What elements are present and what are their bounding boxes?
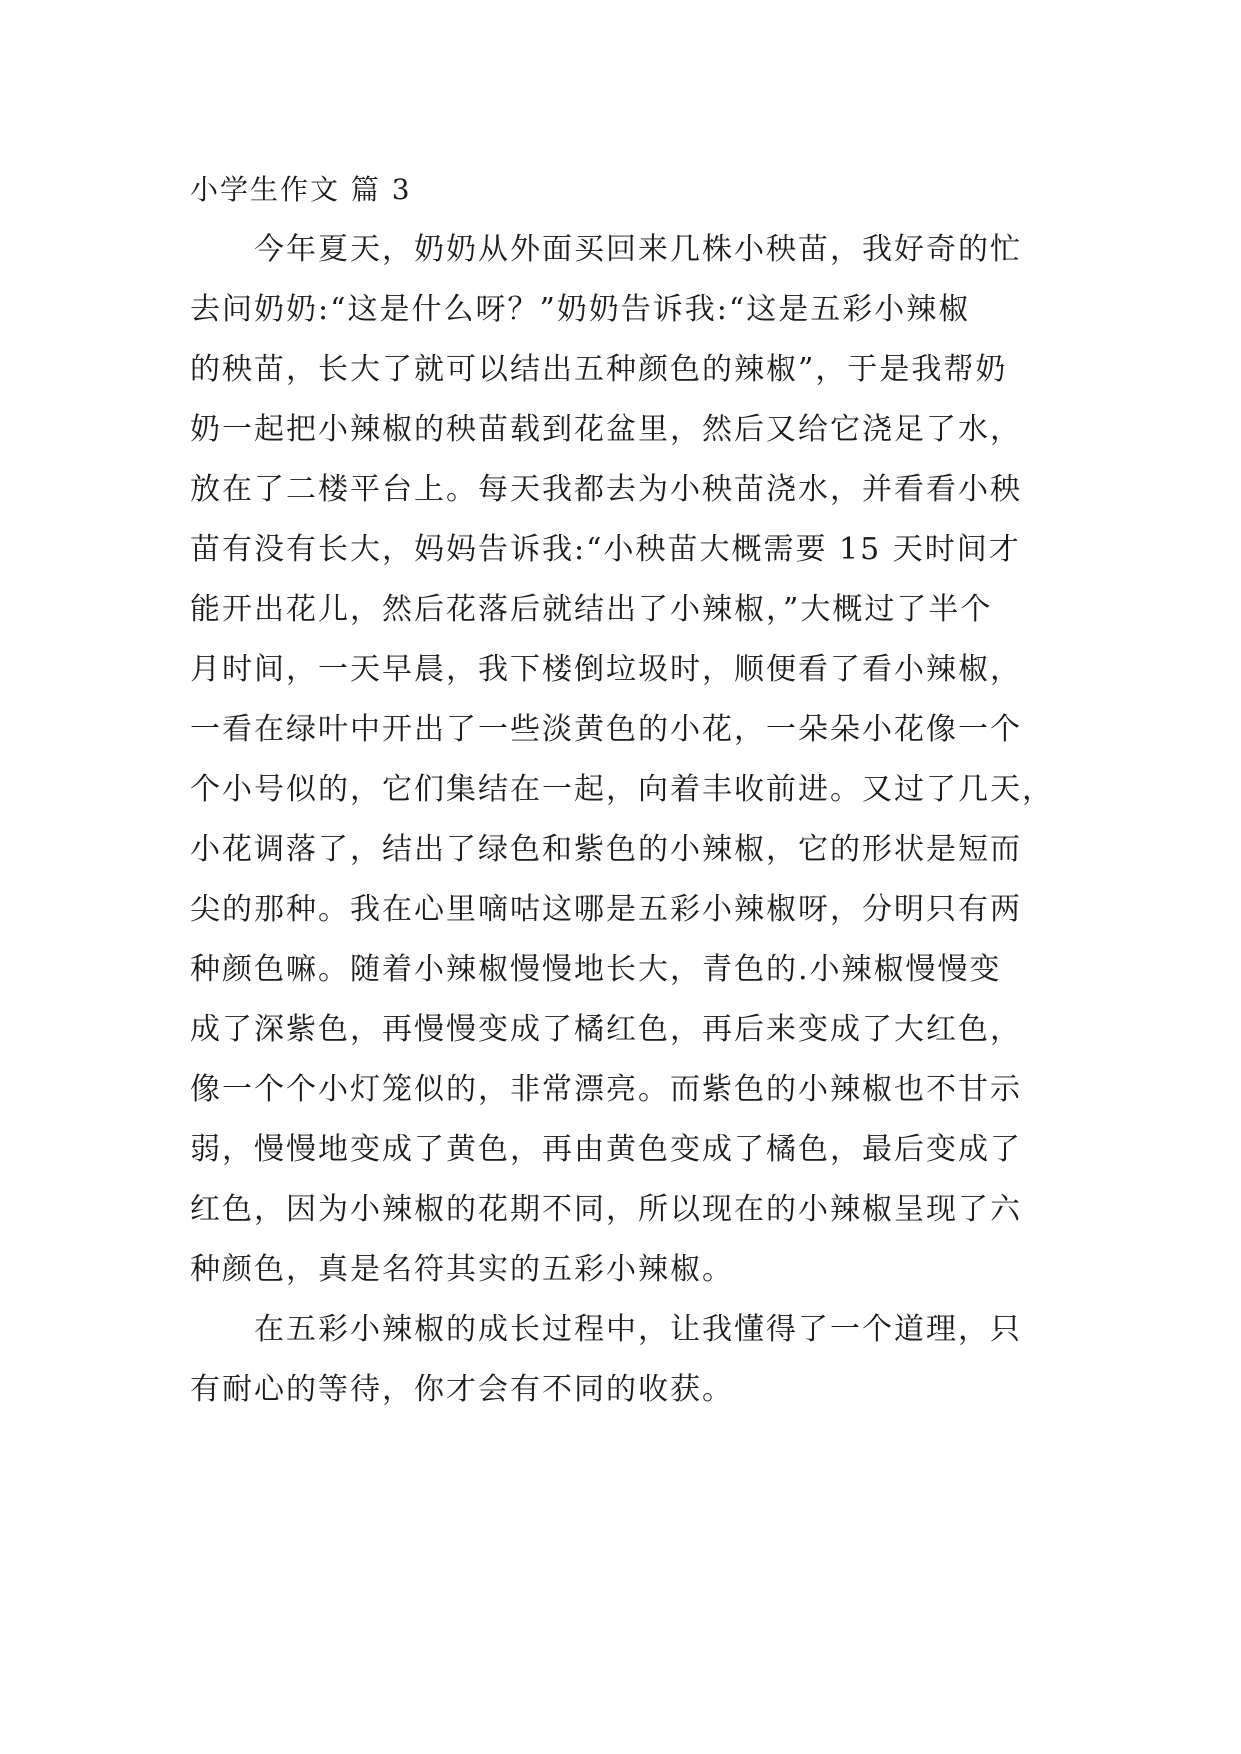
essay-title: 小学生作文 篇 3 bbox=[190, 173, 412, 206]
text-line: 有耐心的等待，你才会有不同的收获。 bbox=[190, 1372, 734, 1407]
text-line: 成了深紫色，再慢慢变成了橘红色，再后来变成了大红色， bbox=[190, 1012, 1022, 1047]
text-line: 一看在绿叶中开出了一些淡黄色的小花，一朵朵小花像一个 bbox=[190, 712, 1022, 747]
text-line: 的秧苗，长大了就可以结出五种颜色的辣椒”，于是我帮奶 bbox=[190, 352, 1008, 387]
text-line: 像一个个小灯笼似的，非常漂亮。而紫色的小辣椒也不甘示 bbox=[190, 1072, 1022, 1107]
text-line: 红色，因为小辣椒的花期不同，所以现在的小辣椒呈现了六 bbox=[190, 1192, 1022, 1227]
text-line: 放在了二楼平台上。每天我都去为小秧苗浇水，并看看小秧 bbox=[190, 472, 1022, 507]
text-line: 今年夏天，奶奶从外面买回来几株小秧苗，我好奇的忙 bbox=[254, 232, 1022, 267]
text-line: 弱，慢慢地变成了黄色，再由黄色变成了橘色，最后变成了 bbox=[190, 1132, 1022, 1167]
text-line: 种颜色，真是名符其实的五彩小辣椒。 bbox=[190, 1252, 734, 1287]
text-line: 去问奶奶:“这是什么呀？”奶奶告诉我:“这是五彩小辣椒 bbox=[190, 292, 971, 327]
text-line: 尖的那种。我在心里嘀咕这哪是五彩小辣椒呀，分明只有两 bbox=[190, 892, 1022, 927]
paragraph-2 bbox=[190, 1300, 1060, 1420]
text-line: 个小号似的，它们集结在一起，向着丰收前进。又过了几天， bbox=[190, 772, 1054, 807]
text-line: 种颜色嘛。随着小辣椒慢慢地长大，青色的.小辣椒慢慢变 bbox=[190, 952, 1002, 987]
document-body bbox=[190, 160, 1060, 1420]
paragraph-1 bbox=[190, 220, 1060, 1300]
text-line: 小花调落了，结出了绿色和紫色的小辣椒，它的形状是短而 bbox=[190, 832, 1022, 867]
text-line: 奶一起把小辣椒的秧苗载到花盆里，然后又给它浇足了水， bbox=[190, 412, 1022, 447]
text-line: 能开出花儿，然后花落后就结出了小辣椒，”大概过了半个 bbox=[190, 592, 993, 627]
text-line: 苗有没有长大，妈妈告诉我:“小秧苗大概需要 15 天时间才 bbox=[190, 532, 1021, 567]
text-line: 在五彩小辣椒的成长过程中，让我懂得了一个道理，只 bbox=[254, 1312, 1022, 1347]
text-line: 月时间，一天早晨，我下楼倒垃圾时，顺便看了看小辣椒， bbox=[190, 652, 1022, 687]
